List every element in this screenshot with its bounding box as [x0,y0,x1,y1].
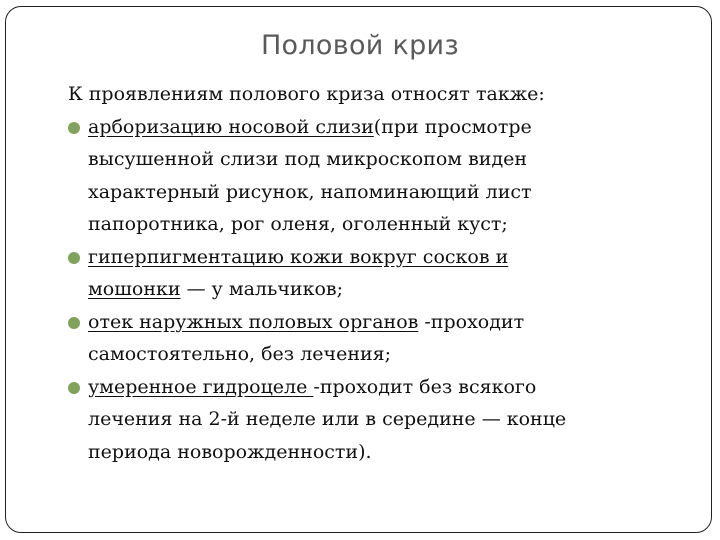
item-text: характерный рисунок, напоминающий лист [88,180,532,203]
item-line [88,371,668,404]
item-term: арборизацию носовой слизи [88,115,374,138]
item-text: периода новорожденности). [88,440,372,463]
bullet-icon [68,122,80,134]
item-text: папоротника, рог оленя, оголенный куст; [88,213,508,235]
item-line [88,306,668,339]
item-term: умеренное гидроцеле [88,375,314,398]
slide-title: Половой криз [260,30,460,61]
intro-text: К проявлениям полового криза относят также: [68,83,545,105]
item-text: (при просмотре [373,115,532,138]
slide-body [68,78,668,468]
bullet-icon [68,317,80,329]
item-term: отек наружных половых органов [88,310,419,333]
list-item-hydrocele [68,371,668,469]
list-item-arborization [68,111,668,241]
item-text: высушенной слизи под микроскопом виден [88,148,528,170]
item-text: -проходит [418,310,525,333]
list-item-hyperpigmentation [68,241,668,306]
item-text: — у мальчиков; [180,278,343,300]
item-text: самостоятельно, без лечения; [88,343,392,365]
item-term: мошонки [88,278,181,300]
item-line [88,111,668,144]
item-text: лечения на 2-й неделе или в середине — конце [88,408,567,430]
item-term: гиперпигментацию кожи вокруг сосков и [88,245,509,268]
item-text: -проходит без всякого [313,375,537,398]
item-line [88,273,668,306]
bullet-icon [68,252,80,264]
list-item-edema [68,306,668,371]
bullet-icon [68,382,80,394]
